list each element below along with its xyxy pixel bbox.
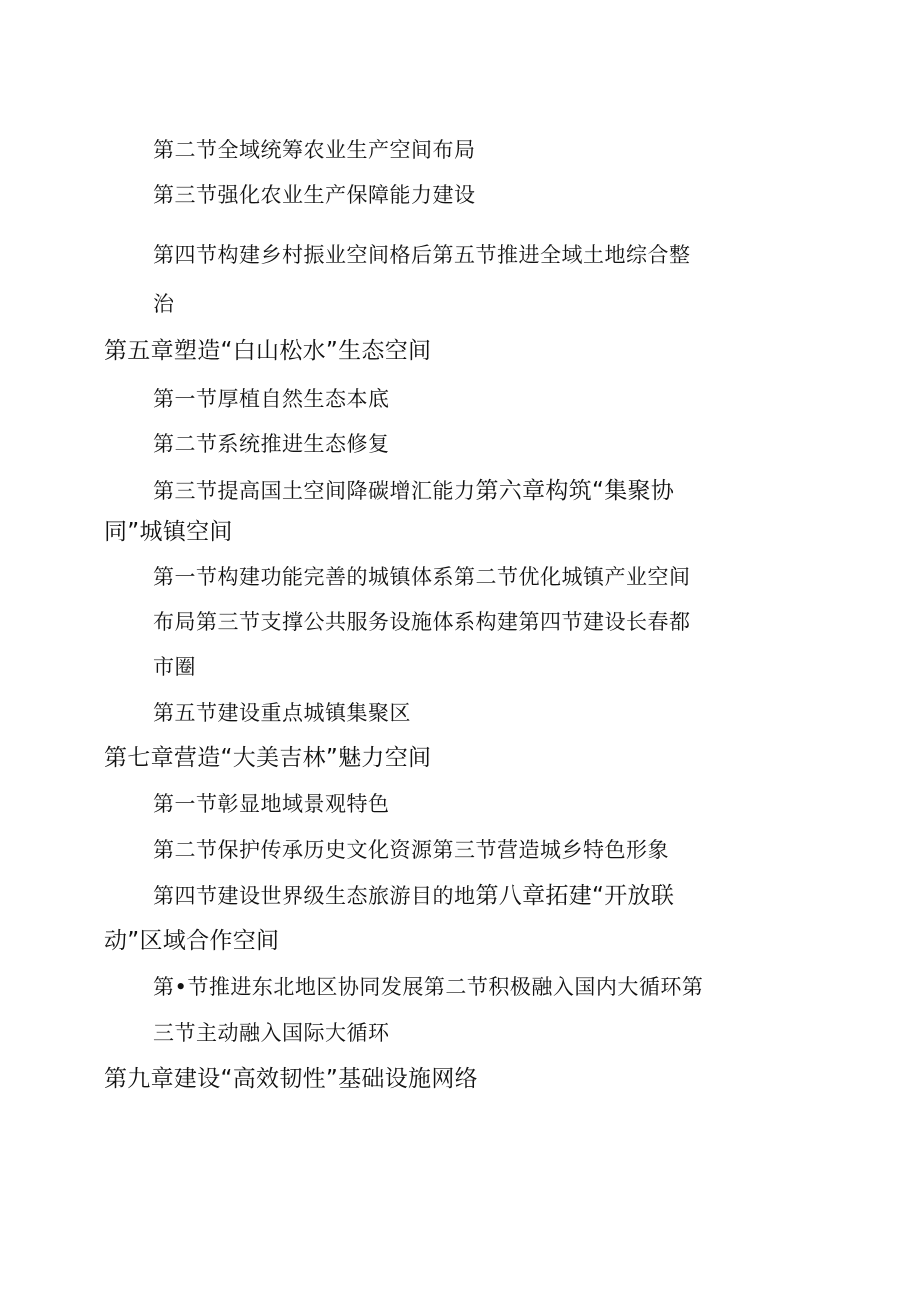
- toc-entry-ch6-sec4-cont: 市圈: [153, 655, 196, 679]
- toc-entry-ch4-sec3: 第三节强化农业生产保障能力建设: [153, 183, 476, 207]
- toc-chapter-8-cont: 动”区域合作空间: [104, 928, 280, 954]
- toc-chapter-9: 第九章建设“高效韧性”基础设施网络: [104, 1066, 478, 1092]
- toc-entry-ch6-sec1-2: 第一节构建功能完善的城镇体系第二节优化城镇产业空间: [153, 565, 691, 589]
- toc-entry-ch4-sec2: 第二节全域统筹农业生产空间布局: [153, 138, 476, 162]
- toc-entry-ch5-sec3-text: 第三节提高国土空间降碳增汇能力: [153, 479, 476, 503]
- toc-chapter-5: 第五章塑造“白山松水”生态空间: [104, 338, 432, 364]
- toc-chapter-6: 第六章构筑“集聚协: [475, 478, 675, 504]
- toc-entry-ch6-sec5: 第五节建设重点城镇集聚区: [153, 701, 411, 725]
- toc-entry-ch7-sec2-3: 第二节保护传承历史文化资源第三节营造城乡特色形象: [153, 838, 669, 862]
- toc-entry-ch7-sec1: 第一节彰显地域景观特色: [153, 792, 390, 816]
- toc-entry-ch7-sec4-text: 第四节建设世界级生态旅游目的地: [153, 884, 476, 908]
- toc-entry-ch5-sec1: 第一节厚植自然生态本底: [153, 387, 390, 411]
- toc-entry-ch7-sec4: [153, 885, 674, 908]
- toc-entry-ch8-sec3-cont: 三节主动融入国际大循环: [153, 1021, 390, 1045]
- toc-entry-ch8-sec1-3: 第•节推进东北地区协同发展第二节积极融入国内大循环第: [153, 975, 704, 999]
- toc-entry-ch5-sec2: 第二节系统推进生态修复: [153, 432, 390, 456]
- toc-chapter-8: 第八章拓建“开放联: [475, 883, 675, 909]
- toc-chapter-6-cont: 同”城镇空间: [104, 519, 233, 545]
- toc-entry-ch4-sec5-cont: 治: [153, 292, 175, 316]
- toc-entry-ch6-sec2-4: 布局第三节支撑公共服务设施体系构建第四节建设长春都: [153, 610, 691, 634]
- toc-entry-ch4-sec4-5: 第四节构建乡村振业空间格后第五节推进全域土地综合整: [153, 243, 691, 267]
- toc-chapter-7: 第七章营造“大美吉林”魅力空间: [104, 745, 432, 771]
- toc-entry-ch5-sec3: [153, 480, 674, 503]
